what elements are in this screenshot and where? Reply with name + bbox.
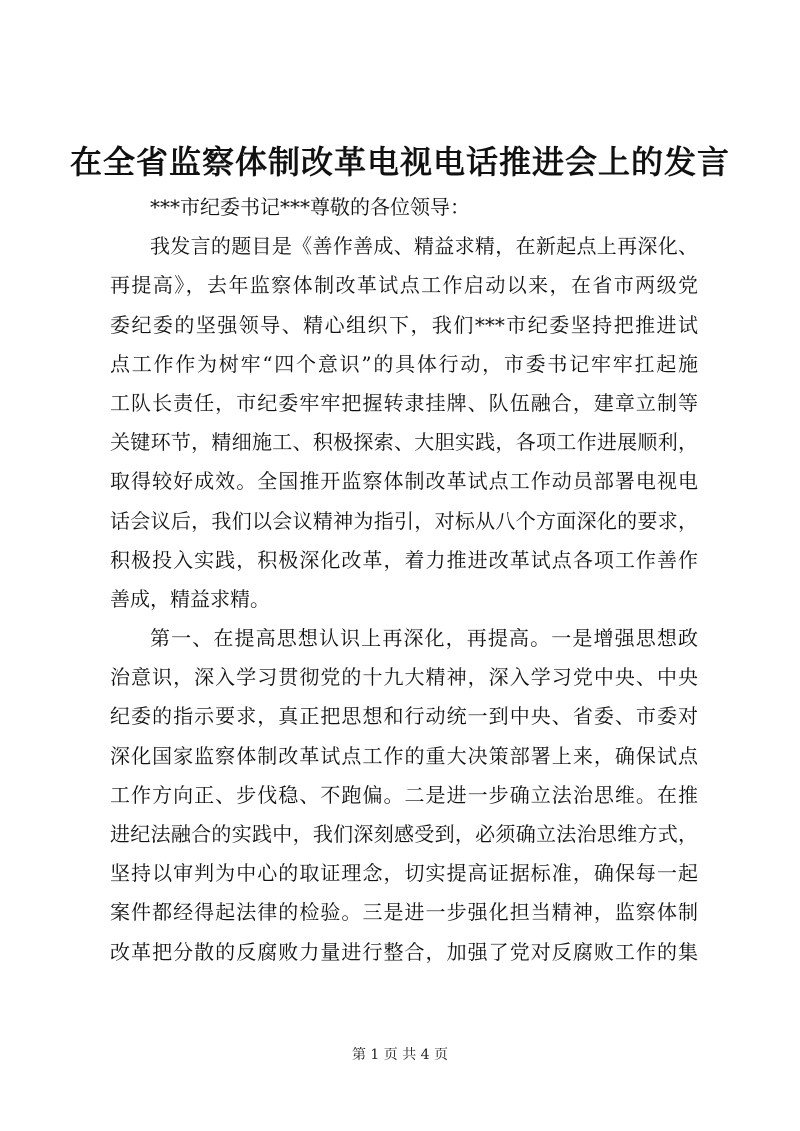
document-body <box>110 188 698 972</box>
paragraph-line: 取得较好成效。全国推开监察体制改革试点工作动员部署电视电 <box>110 469 698 494</box>
page-number-footer: 第 1 页 共 4 页 <box>351 1047 449 1063</box>
paragraph-line: 委纪委的坚强领导、精心组织下，我们***市纪委坚持把推进试 <box>110 312 698 337</box>
paragraph-line: 点工作作为树牢“四个意识”的具体行动，市委书记牢牢扛起施 <box>110 351 698 376</box>
paragraph-line: 改革把分散的反腐败力量进行整合，加强了党对反腐败工作的集 <box>110 939 698 964</box>
document-title: 在全省监察体制改革电视电话推进会上的发言 <box>69 143 730 181</box>
paragraph-line: 关键环节，精细施工、积极探索、大胆实践，各项工作进展顺利， <box>110 430 698 455</box>
paragraph-line: 积极投入实践，积极深化改革，着力推进改革试点各项工作善作 <box>110 547 698 572</box>
salutation-line: ***市纪委书记***尊敬的各位领导： <box>150 195 470 219</box>
paragraph-line: 深化国家监察体制改革试点工作的重大决策部署上来，确保试点 <box>110 743 698 768</box>
paragraph-line: 话会议后，我们以会议精神为指引，对标从八个方面深化的要求， <box>110 508 698 533</box>
paragraph-line: 坚持以审判为中心的取证理念，切实提高证据标准，确保每一起 <box>110 861 698 886</box>
paragraph-line: 我发言的题目是《善作善成、精益求精，在新起点上再深化、 <box>150 234 698 259</box>
paragraph-line: 工作方向正、步伐稳、不跑偏。二是进一步确立法治思维。在推 <box>110 782 698 807</box>
paragraph-line: 善成，精益求精。 <box>110 586 270 611</box>
paragraph-line: 案件都经得起法律的检验。三是进一步强化担当精神，监察体制 <box>110 900 698 925</box>
paragraph-line: 再提高》，去年监察体制改革试点工作启动以来，在省市两级党 <box>110 273 698 298</box>
paragraph-line: 工队长责任，市纪委牢牢把握转隶挂牌、队伍融合，建章立制等 <box>110 390 698 415</box>
paragraph-line: 第一、在提高思想认识上再深化，再提高。一是增强思想政 <box>150 626 698 651</box>
paragraph-line: 纪委的指示要求，真正把思想和行动统一到中央、省委、市委对 <box>110 704 698 729</box>
paragraph-line: 治意识，深入学习贯彻党的十九大精神，深入学习党中央、中央 <box>110 665 698 690</box>
paragraph-line: 进纪法融合的实践中，我们深刻感受到，必须确立法治思维方式， <box>110 822 698 846</box>
